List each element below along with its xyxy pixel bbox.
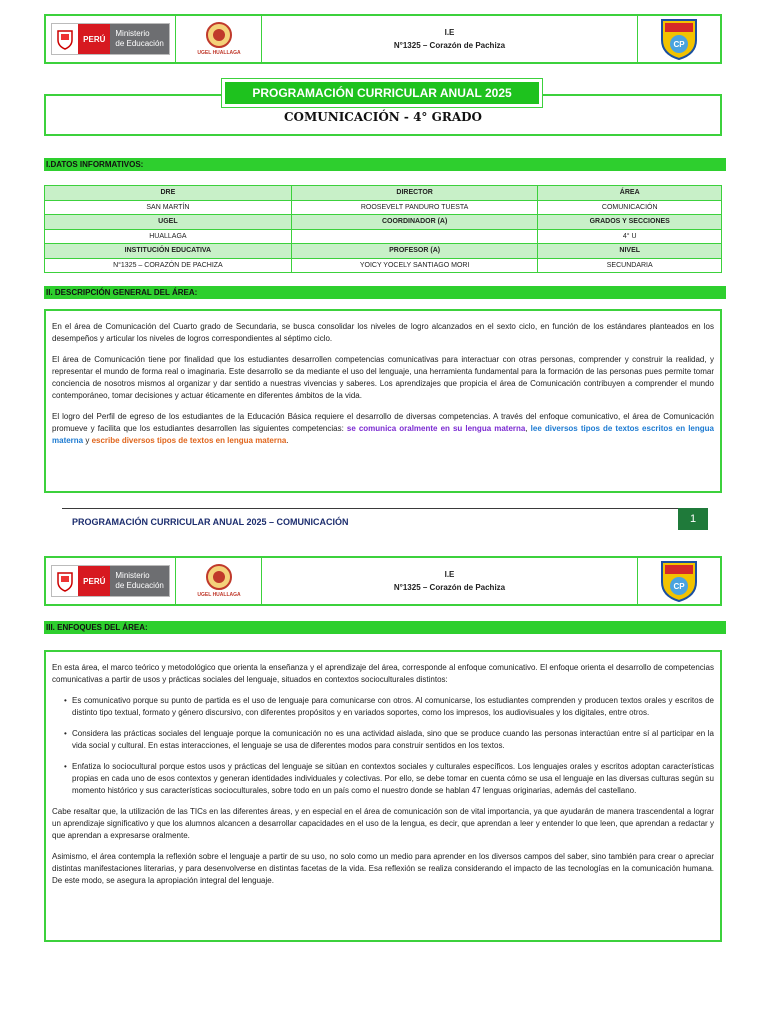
coat-of-arms-icon	[52, 566, 78, 596]
table-cell: ROOSEVELT PANDURO TUESTA	[291, 200, 538, 215]
ugel-logo-cell	[176, 558, 262, 604]
table-row	[45, 258, 722, 273]
section-heading-descripcion: II. DESCRIPCIÓN GENERAL DEL ÁREA:	[44, 286, 726, 299]
table-row	[45, 215, 722, 230]
coat-of-arms-icon	[52, 24, 78, 54]
svg-text:UGEL HUALLAGA: UGEL HUALLAGA	[196, 50, 241, 56]
svg-text:UGEL HUALLAGA: UGEL HUALLAGA	[196, 592, 241, 598]
table-cell: N°1325 – CORAZÓN DE PACHIZA	[45, 258, 292, 273]
enfoques-tics-paragraph: Cabe resaltar que, la utilización de las TICs en las diferentes áreas, y en especial en el área de comunicación son de vital importancia, ya que ayudarán de manera trascendental a lograr un aprendizaje significativo y que los alumnos alcancen a desarrollar capacidades en el uso de la lengua, es decir, que aprendan a leer y entender lo que leen, que aprendan a redactar y que aprendan a expresarse oralmente.	[52, 807, 714, 840]
competency-oral: se comunica oralmente en su lengua materna	[346, 424, 526, 433]
ie-name: N°1325 – Corazón de Pachiza	[393, 41, 506, 50]
table-cell: SECUNDARIA	[538, 258, 722, 273]
page-header-2	[44, 556, 722, 606]
ugel-emblem-icon	[194, 20, 244, 58]
enfoques-final-paragraph: Asimismo, el área contempla la reflexión sobre el lenguaje a partir de su uso, no solo como un medio para aprender en los diversos campos del saber, sino también para crear o apreciar distintas manifestaciones literarias, y para desenvolverse en distintas facetas de la vida. Esa reflexión se realiza considerando el impacto de las tecnologías en la comunicación humana. De este modo, se asegura la apropiación integral del lenguaje.	[52, 852, 714, 885]
ie-label: I.E	[444, 570, 455, 579]
school-shield-icon	[659, 560, 699, 602]
footer-divider	[62, 508, 678, 509]
minedu-logo	[51, 23, 170, 55]
table-cell: PROFESOR (A)	[291, 244, 538, 259]
list-item: • Es comunicativo porque su punto de partida es el uso de lenguaje para comunicarse con otros. Al comunicarse, los estudiantes comprenden y producen textos orales y escritos de distinto tipo textual, formato y género discursivo, con diferentes propósitos y en variados soportes, como los impresos, los audiovisuales y los digitales, entre otros.	[64, 696, 714, 717]
svg-text:CP: CP	[673, 582, 685, 591]
school-logo-cell	[638, 16, 720, 62]
program-title-banner: PROGRAMACIÓN CURRICULAR ANUAL 2025	[222, 79, 542, 107]
school-name-cell	[262, 558, 638, 604]
minedu-logo	[51, 565, 170, 597]
school-shield-icon	[659, 18, 699, 60]
enfoques-intro: En esta área, el marco teórico y metodológico que orienta la enseñanza y el aprendizaje del área, corresponde al enfoque comunicativo. El enfoque orienta el desarrollo de competencias comunicativas a partir de usos y prácticas sociales del lenguaje, situados en contextos socioculturales distintos:	[52, 663, 714, 684]
ugel-logo-cell	[176, 16, 262, 62]
ie-name: N°1325 – Corazón de Pachiza	[393, 583, 506, 592]
table-cell: COORDINADOR (A)	[291, 215, 538, 230]
ie-label: I.E	[444, 28, 455, 37]
competency-writing: escribe diversos tipos de textos en lengua materna	[91, 436, 287, 445]
ugel-emblem-icon	[194, 562, 244, 600]
minedu-logo-cell	[46, 16, 176, 62]
school-name-cell	[262, 16, 638, 62]
competency-reading: lee diversos tipos de textos escritos en lengua materna	[52, 424, 714, 445]
page-header	[44, 14, 722, 64]
minedu-logo-cell	[46, 558, 176, 604]
table-cell: UGEL	[45, 215, 292, 230]
table-row	[45, 244, 722, 259]
table-cell: DRE	[45, 186, 292, 201]
table-cell: YOICY YOCELY SANTIAGO MORI	[291, 258, 538, 273]
footer-title: PROGRAMACIÓN CURRICULAR ANUAL 2025 – COMUNICACIÓN	[72, 517, 349, 527]
list-item: • Enfatiza lo sociocultural porque estos usos y prácticas del lenguaje se sitúan en contextos sociales y culturales específicos. Los lenguajes orales y escritos adoptan características propias en cada uno de esos contextos y generan identidades individuales y colectivas. Por ello, se debe tomar en cuenta cómo se usa el lenguaje en las diversas culturas según su momento histórico y sus características socioculturales, sobre todo en un país como el nuestro donde se hablan 47 lenguas originarias, además del castellano.	[64, 762, 714, 795]
section-heading-datos: I.DATOS INFORMATIVOS:	[44, 158, 726, 171]
description-box	[44, 309, 722, 493]
enfoques-box	[44, 650, 722, 942]
peru-label: PERÚ	[78, 566, 110, 596]
table-cell: ÁREA	[538, 186, 722, 201]
ministry-label: Ministerio de Educación	[110, 566, 168, 596]
table-cell: HUALLAGA	[45, 229, 292, 244]
school-logo-cell	[638, 558, 720, 604]
description-paragraph-3: El logro del Perfil de egreso de los estudiantes de la Educación Básica requiere el desarrollo de diversas competencias. A través del enfoque comunicativo, el área de Comunicación promueve y facilita que los estudiantes desarrollen las siguientes competencias: se comunica oralmente en su lengua materna, lee diversos tipos de textos escritos en lengua materna y escribe diversos tipos de textos en lengua materna.	[52, 412, 714, 445]
page-number: 1	[678, 508, 708, 530]
table-cell: 4° U	[538, 229, 722, 244]
ministry-label: Ministerio de Educación	[110, 24, 168, 54]
table-row	[45, 229, 722, 244]
list-item: • Considera las prácticas sociales del lenguaje porque la comunicación no es una actividad aislada, sino que se produce cuando las personas interactúan entre sí al participar en la vida social y cultural. En estas interacciones, el lenguaje se usa de diferentes modos para construir sentidos en los textos.	[64, 729, 714, 750]
table-cell: NIVEL	[538, 244, 722, 259]
peru-label: PERÚ	[78, 24, 110, 54]
description-paragraph-2: El área de Comunicación tiene por finalidad que los estudiantes desarrollen competencias comunicativas para interactuar con otras personas, comprender y construir la realidad, y representar el mundo de forma real o imaginaria. Este desarrollo se da mediante el uso del lenguaje, una herramienta fundamental para la formación de las personas pues permite tomar conciencia de nosotros mismos al organizar y dar sentido a nuestras vivencias y saberes. Los aprendizajes que propicia el área de Comunicación contribuyen a comprender el mundo contemporáneo, tomar decisiones y actuar éticamente en diferentes ámbitos de la vida.	[52, 355, 714, 400]
table-row	[45, 200, 722, 215]
table-cell: INSTITUCIÓN EDUCATIVA	[45, 244, 292, 259]
table-cell: COMUNICACIÓN	[538, 200, 722, 215]
table-cell	[291, 229, 538, 244]
table-cell: GRADOS Y SECCIONES	[538, 215, 722, 230]
info-table	[44, 185, 722, 273]
svg-text:CP: CP	[673, 40, 685, 49]
table-cell: SAN MARTÍN	[45, 200, 292, 215]
table-cell: DIRECTOR	[291, 186, 538, 201]
description-paragraph-1: En el área de Comunicación del Cuarto grado de Secundaria, se busca consolidar los niveles de logro alcanzados en el sexto ciclo, en función de los estándares planteados en los desempeños y articular los niveles de logros correspondientes al séptimo ciclo.	[52, 322, 714, 343]
section-heading-enfoques: III. ENFOQUES DEL ÁREA:	[44, 621, 726, 634]
program-subtitle: COMUNICACIÓN - 4° GRADO	[283, 110, 483, 124]
table-row	[45, 186, 722, 201]
